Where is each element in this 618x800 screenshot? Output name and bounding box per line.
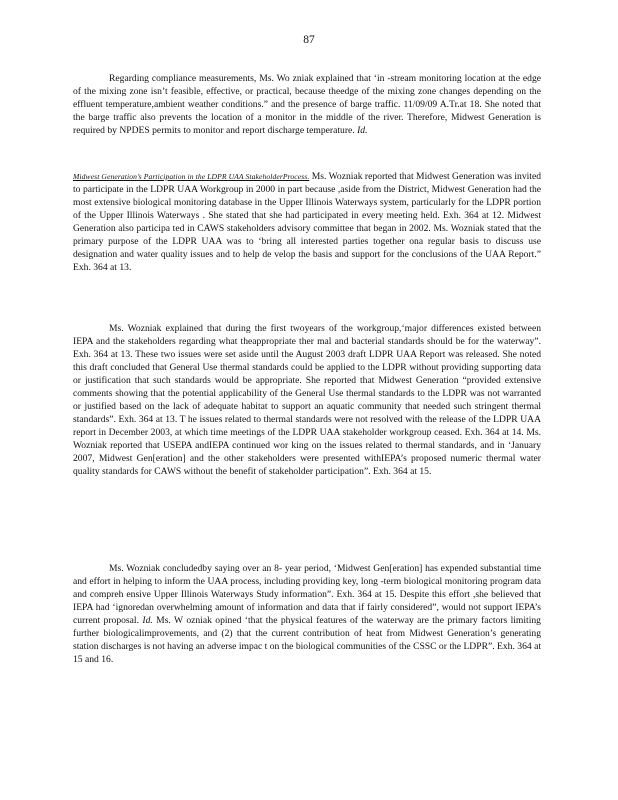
paragraph-text: Regarding compliance measurements, Ms. Wo zniak explained that ‘in -stream monitoring location at the edge of the mixing zone isn’t feasible, effective, or practical, because theedge of the mixing zone changes depending on the effluent temperature,ambient weather conditions.” and the presence of barge traffic. 11/09/09 A.Tr.at 18. She noted that the barge traffic also prevents the location of a monitor in the middle of the river. Therefore, Midwest Generation is required by NPDES permits to monitor and report discharge temperature. — [73, 73, 541, 136]
section-heading: Midwest Generation’s Participation in the LDPR UAA StakeholderProcess. — [73, 172, 310, 181]
citation-id: Id. — [357, 125, 368, 136]
paragraph-text: Ms. Wozniak explained that during the first twoyears of the workgroup,‘major differences existed between IEPA and the stakeholders regarding what theappropriate ther mal and bacterial standards should be for the waterway”. Exh. 364 at 13. These two issues were set aside until the August 2003 draft LDPR UAA Report was released. She noted this draft concluded that General Use thermal standards could be applied to the LDPR without providing supporting data or justification that such standards would be appropriate. She reported that Midwest Generation “provided extensive comments showing that the potential applicability of the General Use thermal standards to the LDPR was not warranted or justified based on the lack of adequate habitat to support an aquatic community that needed such stringent thermal standards”. Exh. 364 at 13. T he issues related to thermal standards were not resolved with the release of the LDPR UAA report in December 2003, at which time meetings of the LDPR UAA stakeholder workgroup ceased. Exh. 364 at 14. Ms. Wozniak reported that USEPA andIEPA continued wor king on the issues related to thermal standards, and in ‘January 2007, Midwest Gen[eration] and the other stakeholders were presented withIEPA’s proposed numeric thermal water quality standards for CAWS without the benefit of stakeholder participation”. Exh. 364 at 15. — [73, 323, 541, 477]
paragraph-compliance-measurements — [73, 72, 541, 137]
citation-id: Id. — [142, 615, 153, 626]
page-number: 87 — [303, 34, 315, 46]
paragraph-conclusion — [73, 562, 541, 666]
paragraph-workgroup-differences — [73, 322, 541, 478]
paragraph-ldpr-participation — [73, 170, 541, 274]
paragraph-text: Ms. Wozniak reported that Midwest Generation was invited to participate in the LDPR UAA Workgroup in 2000 in part because ,aside from the District, Midwest Generation had the most extensive biological monitoring database in the Upper Illinois Waterways system, particularly for the LDPR portion of the Upper Illinois Waterways . She stated that she had participated in every meeting held. Exh. 364 at 12. Midwest Generation also participa ted in CAWS stakeholders advisory committee that began in 2002. Ms. Wozniak stated that the primary purpose of the LDPR UAA was to ‘bring all interested parties together ona regular basis to discuss use designation and water quality issues and to help de velop the basis and support for the conclusions of the UAA Report.” Exh. 364 at 13. — [73, 171, 541, 273]
paragraph-text-before: Ms. Wozniak concludedby saying over an 8- year period, ‘Midwest Gen[eration] has expended substantial time and effort in helping to inform the UAA process, including providing key, long -term biological monitoring program data and compreh ensive Upper Illinois Waterways Study information”. Exh. 364 at 15. Despite this effort ,she believed that IEPA had ‘ignoredan overwhelming amount of information and data that if fairly considered”, would not support IEPA’s current proposal. — [73, 563, 541, 626]
paragraph-text-after: Ms. W ozniak opined ‘that the physical features of the waterway are the primary factors limiting further biologicalimprovements, and (2) that the current contribution of heat from Midwest Generation’s generating station discharges is not having an adverse impac t on the biological communities of the CSSC or the LDPR”. Exh. 364 at 15 and 16. — [73, 615, 541, 665]
